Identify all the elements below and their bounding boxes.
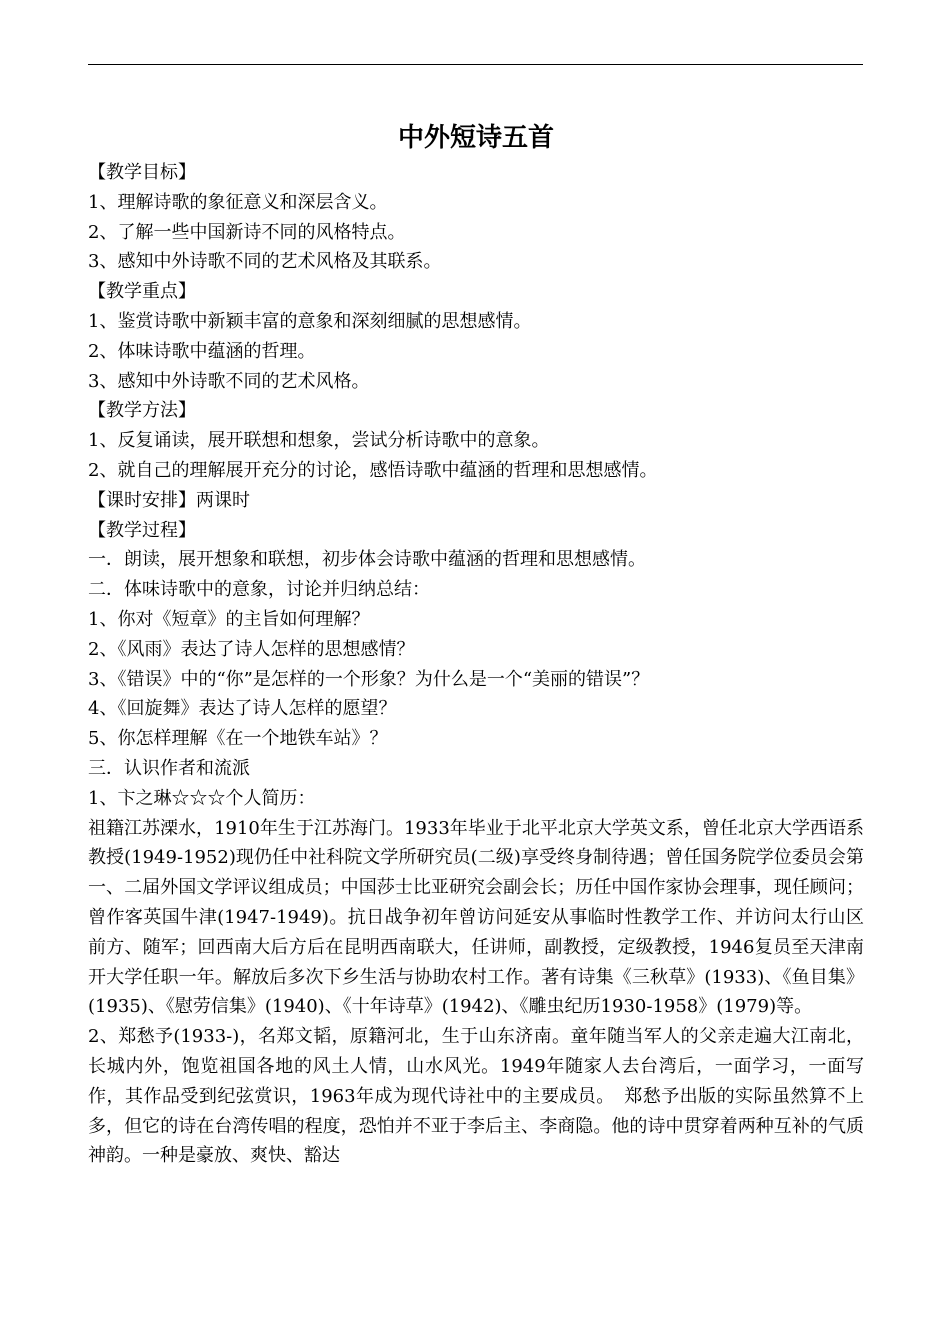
author-bio-paragraph: 祖籍江苏溧水，1910年生于江苏海门。1933年毕业于北平北京大学英文系，曾任北京大学西语系教授(1949-1952)现仍任中社科院文学所研究员(二级)享受终身制待遇；曾任国务院学位委员会第一、二届外国文学评议组成员；中国莎士比亚研究会副会长；历任中国作家协会理事，现任顾问；曾作客英国牛津(1947-1949)。抗日战争初年曾访问延安从事临时性教学工作、并访问太行山区前方、随军；回西南大后方后在昆明西南联大，任讲师，副教授，定级教授，1946复员至天津南开大学任职一年。解放后多次下乡生活与协助农村工作。著有诗集《三秋草》(1933)、《鱼目集》(1935)、《慰劳信集》(1940)、《十年诗草》(1942)、《雕虫纪历1930-1958》(1979)等。 xyxy=(88,817,864,1018)
question-item: 4、《回旋舞》表达了诗人怎样的愿望？ xyxy=(88,698,397,720)
key-point-item: 2、体味诗歌中蕴涵的哲理。 xyxy=(88,340,316,362)
section-heading-key-points: 【教学重点】 xyxy=(88,281,196,303)
objective-item: 3、感知中外诗歌不同的艺术风格及其联系。 xyxy=(88,251,442,273)
header-rule xyxy=(88,64,863,65)
question-item: 3、《错误》中的“你”是怎样的一个形象？为什么是一个“美丽的错误”？ xyxy=(88,668,650,690)
section-heading-process: 【教学过程】 xyxy=(88,519,196,541)
document-title: 中外短诗五首 xyxy=(397,123,554,153)
process-step: 一．朗读，展开想象和联想，初步体会诗歌中蕴涵的哲理和思想感情。 xyxy=(88,549,646,571)
question-item: 2、《风雨》表达了诗人怎样的思想感情？ xyxy=(88,638,415,660)
method-item: 2、就自己的理解展开充分的讨论，感悟诗歌中蕴涵的哲理和思想感情。 xyxy=(88,459,658,481)
question-item: 1、你对《短章》的主旨如何理解？ xyxy=(88,608,370,630)
section-heading-methods: 【教学方法】 xyxy=(88,400,196,422)
author-bio-paragraph: 2、郑愁予(1933-)，名郑文韬，原籍河北，生于山东济南。童年随当军人的父亲走遍大江南北，长城内外，饱览祖国各地的风土人情，山水风光。1949年随家人去台湾后，一面学习，一面写作，其作品受到纪弦赏识，1963年成为现代诗社中的主要成员。 郑愁予出版的实际虽然算不上多，但它的诗在台湾传唱的程度，恐怕并不亚于李后主、李商隐。他的诗中贯穿着两种互补的气质神韵。一种是豪放、爽快、豁达 xyxy=(88,1026,864,1167)
method-item: 1、反复诵读，展开联想和想象，尝试分析诗歌中的意象。 xyxy=(88,430,550,452)
process-step: 三．认识作者和流派 xyxy=(88,757,250,779)
objective-item: 2、了解一些中国新诗不同的风格特点。 xyxy=(88,221,406,243)
key-point-item: 1、鉴赏诗歌中新颖丰富的意象和深刻细腻的思想感情。 xyxy=(88,310,532,332)
section-heading-objectives: 【教学目标】 xyxy=(88,162,196,183)
author-heading: 1、卞之琳☆☆☆个人简历： xyxy=(88,787,316,809)
question-item: 5、你怎样理解《在一个地铁车站》？ xyxy=(88,728,388,750)
objective-item: 1、理解诗歌的象征意义和深层含义。 xyxy=(88,191,388,213)
key-point-item: 3、感知中外诗歌不同的艺术风格。 xyxy=(88,370,370,392)
section-heading-schedule: 【课时安排】两课时 xyxy=(88,489,250,511)
document-body xyxy=(88,118,864,1171)
process-step: 二．体味诗歌中的意象，讨论并归纳总结： xyxy=(88,579,430,601)
